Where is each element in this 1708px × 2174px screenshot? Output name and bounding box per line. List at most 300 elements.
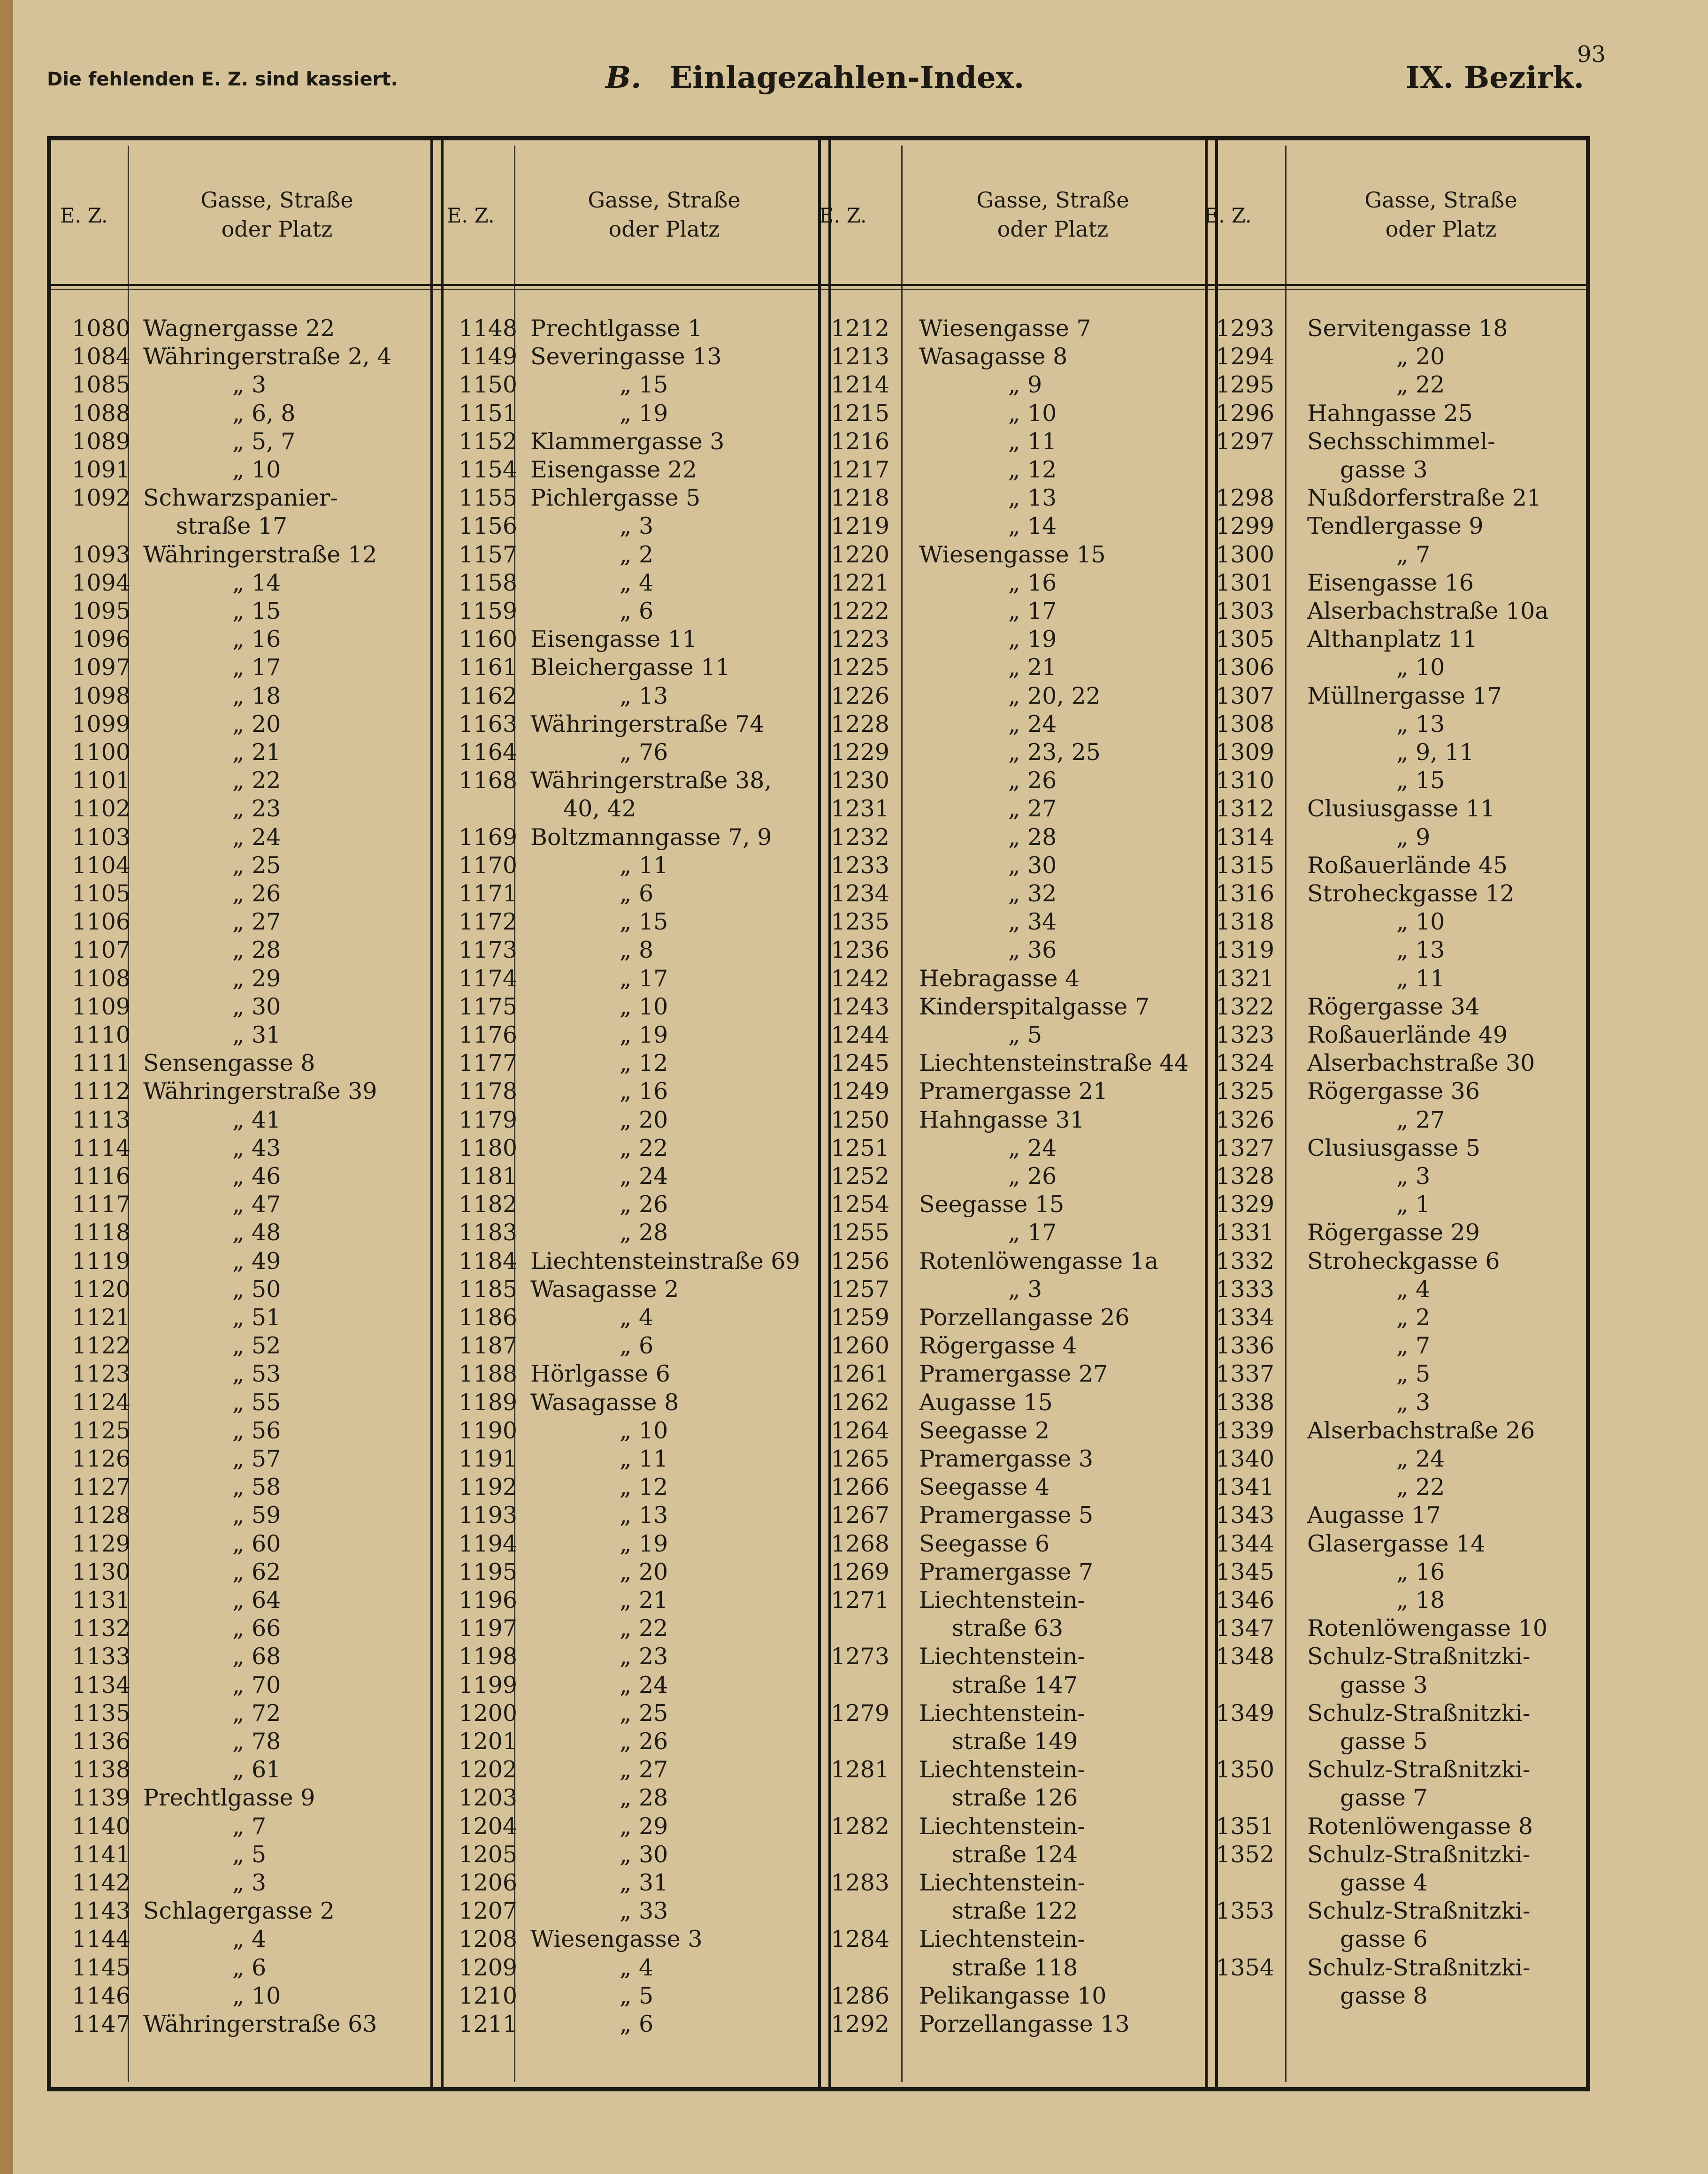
ez-number: 1299 [1216,513,1274,540]
street-address: „ 3 [620,513,654,540]
street-address: „ 41 [232,1106,281,1133]
ez-number: 1259 [831,1304,889,1331]
ez-number: 1266 [831,1474,889,1501]
street-address: „ 78 [232,1728,281,1755]
ez-number: 1231 [831,795,889,822]
ez-number: 1122 [72,1332,130,1360]
street-address: Währingerstraße 74 [530,710,765,737]
ez-number: 1148 [459,315,517,342]
street-address: Hebragasse 4 [919,965,1080,992]
ez-number: 1141 [72,1841,130,1868]
ez-number: 1098 [72,682,130,709]
ez-number: 1085 [72,371,130,399]
ez-number: 1209 [459,1954,517,1981]
street-address: „ 25 [232,852,281,879]
street-address: „ 4 [1396,1275,1431,1303]
street-address: Währingerstraße 63 [143,2011,377,2037]
street-address: „ 28 [232,937,281,964]
ez-number: 1194 [459,1530,517,1557]
page-title [605,60,1024,95]
ez-number: 1353 [1216,1897,1274,1925]
ez-number: 1207 [459,1897,517,1925]
street-address: Porzellangasse 13 [919,2011,1130,2037]
street-address: „ 2 [620,541,654,568]
street-address: Rögergasse 29 [1307,1219,1480,1246]
ez-number: 1102 [72,795,130,822]
ez-number: 1315 [1216,852,1274,879]
street-address: „ 6 [620,1332,654,1360]
street-address: „ 27 [1008,795,1057,822]
ez-number: 1212 [831,315,889,342]
ez-number: 1203 [459,1784,517,1812]
street-address: „ 24 [620,1163,668,1190]
street-address: „ 5 [232,1841,267,1868]
ez-number: 1206 [459,1869,517,1896]
street-address: „ 24 [1008,710,1057,737]
ez-number: 1293 [1216,315,1274,342]
ez-number: 1345 [1216,1558,1274,1585]
street-address: Schwarzspanier- [143,484,338,512]
street-address: „ 53 [232,1360,281,1388]
street-address: „ 12 [1008,456,1057,483]
street-address: Hahngasse 25 [1307,399,1473,427]
ez-number: 1132 [72,1615,130,1642]
ez-number: 1211 [459,2011,517,2037]
street-address: „ 7 [1396,541,1431,568]
ez-number: 1175 [459,993,517,1020]
ez-number: 1183 [459,1219,517,1246]
street-address: „ 23 [232,795,281,822]
street-address: „ 62 [232,1558,281,1585]
ez-number: 1195 [459,1558,517,1585]
ez-number: 1332 [1216,1247,1274,1275]
street-address: Seegasse 2 [919,1417,1050,1444]
street-address: „ 26 [1008,1163,1057,1190]
ez-number: 1186 [459,1304,517,1331]
ez-number: 1152 [459,428,517,455]
ez-number: 1228 [831,710,889,737]
street-address: Hörlgasse 6 [530,1360,670,1388]
street-address: „ 72 [232,1699,281,1727]
street-address: straße 17 [176,513,288,540]
street-address: „ 24 [1008,1134,1057,1161]
street-address: „ 48 [232,1219,281,1246]
ez-number: 1308 [1216,710,1274,737]
street-address: „ 10 [232,1982,281,2009]
street-address: „ 5, 7 [232,428,296,455]
street-address: „ 20 [232,710,281,737]
street-address: Müllnergasse 17 [1307,682,1502,709]
street-address: „ 50 [232,1275,281,1303]
street-address: „ 49 [232,1247,281,1275]
street-address: „ 36 [1008,937,1057,964]
ez-number: 1348 [1216,1643,1274,1670]
header-note: Die fehlenden E. Z. sind kassiert. [47,69,398,90]
ez-number: 1134 [72,1671,130,1698]
street-address: „ 17 [232,654,281,681]
street-address: Stroheckgasse 6 [1307,1247,1500,1275]
street-address: „ 57 [232,1445,281,1472]
street-header-line1: Gasse, Straße [588,187,741,213]
ez-number: 1321 [1216,965,1274,992]
ez-number: 1140 [72,1813,130,1840]
street-address: „ 22 [620,1615,668,1642]
ez-number: 1325 [1216,1078,1274,1105]
street-address: straße 122 [952,1897,1078,1925]
street-address: Rotenlöwengasse 8 [1307,1813,1533,1840]
street-address: Porzellangasse 26 [919,1304,1130,1331]
title-text: Einlagezahlen-Index. [669,60,1025,95]
ez-number: 1222 [831,598,889,624]
street-address: Liechtensteinstraße 44 [919,1050,1189,1077]
ez-column-header: E. Z. [447,204,495,228]
ez-number: 1192 [459,1474,517,1501]
ez-number: 1200 [459,1699,517,1727]
street-address: Schulz-Straßnitzki- [1307,1841,1531,1868]
ez-number: 1108 [72,965,130,992]
street-address: Severingasse 13 [530,343,722,370]
ez-number: 1120 [72,1275,130,1303]
ez-number: 1163 [459,710,517,737]
street-address: Prechtlgasse 1 [530,315,703,342]
ez-number: 1303 [1216,598,1274,624]
street-address: Währingerstraße 39 [143,1078,377,1105]
street-address: Liechtenstein- [919,1813,1086,1840]
street-address: „ 5 [1396,1360,1431,1388]
ez-number: 1225 [831,654,889,681]
ez-number: 1136 [72,1728,130,1755]
ez-number: 1177 [459,1050,517,1077]
street-address: Alserbachstraße 30 [1307,1050,1535,1077]
street-address: straße 124 [952,1841,1078,1868]
street-address: „ 22 [1396,371,1445,399]
ez-number: 1084 [72,343,130,370]
street-address: „ 11 [620,1445,668,1472]
street-address: Wasagasse 8 [530,1389,679,1416]
street-header-line1: Gasse, Straße [976,187,1129,213]
street-address: „ 27 [232,908,281,936]
street-address: Liechtenstein- [919,1699,1086,1727]
street-address: Wasagasse 2 [530,1275,679,1303]
ez-number: 1322 [1216,993,1274,1020]
ez-number: 1201 [459,1728,517,1755]
ez-number: 1139 [72,1784,130,1812]
street-address: „ 23 [620,1643,668,1670]
street-address: „ 18 [232,682,281,709]
ez-number: 1307 [1216,682,1274,709]
ez-number: 1327 [1216,1134,1274,1161]
street-address: Rotenlöwengasse 10 [1307,1615,1548,1642]
ez-number: 1217 [831,456,889,483]
street-address: „ 24 [1396,1445,1445,1472]
street-address: Sensengasse 8 [143,1050,315,1077]
ez-number: 1331 [1216,1219,1274,1246]
street-address: Stroheckgasse 12 [1307,880,1515,907]
ez-number: 1170 [459,852,517,879]
street-address: „ 9 [1396,823,1431,851]
street-address: „ 27 [620,1756,668,1783]
street-address: Wiesengasse 3 [530,1926,703,1953]
street-address: Eisengasse 22 [530,456,697,483]
street-header-line2: oder Platz [1385,216,1497,242]
street-address: „ 6, 8 [232,399,296,427]
ez-number: 1326 [1216,1106,1274,1133]
street-address: „ 32 [1008,880,1057,907]
ez-number: 1233 [831,852,889,879]
street-address: „ 22 [232,767,281,794]
street-address: „ 24 [620,1671,668,1698]
street-address: „ 18 [1396,1587,1445,1613]
ez-number: 1158 [459,569,517,596]
ez-number: 1187 [459,1332,517,1360]
street-address: Wasagasse 8 [919,343,1068,370]
ez-number: 1235 [831,908,889,936]
ez-number: 1111 [72,1050,130,1077]
street-address: „ 10 [1396,908,1445,936]
ez-number: 1143 [72,1897,130,1925]
street-address: „ 10 [1396,654,1445,681]
ez-number: 1230 [831,767,889,794]
ez-number: 1169 [459,823,517,851]
street-address: „ 11 [1396,965,1445,992]
ez-number: 1159 [459,598,517,624]
ez-number: 1154 [459,456,517,483]
ez-number: 1223 [831,626,889,653]
street-address: „ 47 [232,1191,281,1218]
ez-number: 1344 [1216,1530,1274,1557]
street-address: „ 29 [620,1813,668,1840]
ez-number: 1092 [72,484,130,512]
street-address: „ 20 [1396,343,1445,370]
street-address: „ 34 [1008,908,1057,936]
street-address: Althanplatz 11 [1307,626,1478,653]
ez-number: 1329 [1216,1191,1274,1218]
ez-number: 1283 [831,1869,889,1896]
street-address: „ 16 [1008,569,1057,596]
street-address: „ 10 [620,1417,668,1444]
ez-number: 1182 [459,1191,517,1218]
ez-number: 1257 [831,1275,889,1303]
street-address: „ 55 [232,1389,281,1416]
page-number: 93 [1577,41,1606,68]
street-address: Schulz-Straßnitzki- [1307,1699,1531,1727]
street-address: Liechtenstein- [919,1643,1086,1670]
street-address: Liechtenstein- [919,1869,1086,1896]
ez-number: 1174 [459,965,517,992]
ez-number: 1350 [1216,1756,1274,1783]
street-address: „ 3 [1396,1389,1431,1416]
ez-number: 1099 [72,710,130,737]
street-header-line2: oder Platz [997,216,1109,242]
ez-number: 1271 [831,1587,889,1613]
street-address: „ 66 [232,1615,281,1642]
ez-number: 1352 [1216,1841,1274,1868]
street-address: Kinderspitalgasse 7 [919,993,1150,1020]
street-address: „ 1 [1396,1191,1431,1218]
street-header-line2: oder Platz [221,216,333,242]
ez-number: 1254 [831,1191,889,1218]
street-address: „ 13 [620,682,668,709]
ez-number: 1117 [72,1191,130,1218]
street-column-header [537,185,791,244]
street-address: „ 12 [620,1474,668,1501]
ez-number: 1138 [72,1756,130,1783]
street-address: Clusiusgasse 5 [1307,1134,1480,1161]
ez-number: 1268 [831,1530,889,1557]
street-address: „ 26 [620,1728,668,1755]
street-address: „ 16 [232,626,281,653]
ez-number: 1181 [459,1163,517,1190]
ez-number: 1196 [459,1587,517,1613]
header-rule [51,284,1586,286]
ez-number: 1128 [72,1502,130,1529]
street-address: „ 13 [1396,710,1445,737]
ez-number: 1215 [831,399,889,427]
ez-number: 1337 [1216,1360,1274,1388]
ez-number: 1147 [72,2011,130,2037]
ez-number: 1236 [831,937,889,964]
street-address: Roßauerlände 45 [1307,852,1508,879]
street-address: Seegasse 4 [919,1474,1050,1501]
ez-number: 1261 [831,1360,889,1388]
ez-number: 1180 [459,1134,517,1161]
street-address: Liechtenstein- [919,1756,1086,1783]
street-address: „ 15 [620,908,668,936]
district-label: IX. Bezirk. [1406,60,1584,95]
street-address: „ 4 [232,1926,267,1953]
ez-number: 1103 [72,823,130,851]
ez-number: 1298 [1216,484,1274,512]
ez-number: 1296 [1216,399,1274,427]
street-address: „ 22 [1396,1474,1445,1501]
ez-number: 1198 [459,1643,517,1670]
street-header-line1: Gasse, Straße [1364,187,1517,213]
ez-number: 1109 [72,993,130,1020]
ez-number: 1118 [72,1219,130,1246]
street-address: „ 9, 11 [1396,739,1474,766]
ez-number: 1146 [72,1982,130,2009]
ez-number: 1119 [72,1247,130,1275]
street-address: Nußdorferstraße 21 [1307,484,1542,512]
street-address: straße 147 [952,1671,1078,1698]
ez-number: 1218 [831,484,889,512]
ez-number: 1125 [72,1417,130,1444]
street-address: 40, 42 [563,795,636,822]
ez-number: 1341 [1216,1474,1274,1501]
ez-number: 1184 [459,1247,517,1275]
ez-number: 1262 [831,1389,889,1416]
street-address: Pelikangasse 10 [919,1982,1107,2009]
ez-number: 1105 [72,880,130,907]
street-address: „ 14 [1008,513,1057,540]
street-address: „ 3 [232,1869,267,1896]
street-column-header [1314,185,1568,244]
street-address: „ 14 [232,569,281,596]
ez-number: 1096 [72,626,130,653]
street-address: „ 5 [620,1982,654,2009]
street-address: Rögergasse 4 [919,1332,1077,1360]
ez-number: 1343 [1216,1502,1274,1529]
ez-number: 1162 [459,682,517,709]
street-address: „ 70 [232,1671,281,1698]
street-address: Rotenlöwengasse 1a [919,1247,1159,1275]
ez-number: 1121 [72,1304,130,1331]
ez-number: 1101 [72,767,130,794]
street-address: „ 6 [620,880,654,907]
ez-number: 1080 [72,315,130,342]
ez-number: 1213 [831,343,889,370]
street-address: „ 29 [232,965,281,992]
street-address: Eisengasse 11 [530,626,697,653]
ez-number: 1250 [831,1106,889,1133]
ez-number: 1097 [72,654,130,681]
street-address: gasse 3 [1340,456,1428,483]
ez-number: 1273 [831,1643,889,1670]
street-address: Pramergasse 27 [919,1360,1108,1388]
street-column-header [150,185,404,244]
street-address: Prechtlgasse 9 [143,1784,315,1812]
street-address: „ 23, 25 [1008,739,1101,766]
street-address: „ 30 [1008,852,1057,879]
book-spine-edge [0,0,13,2174]
street-address: „ 51 [232,1304,281,1331]
ez-number: 1264 [831,1417,889,1444]
street-address: Schulz-Straßnitzki- [1307,1643,1531,1670]
ez-number: 1171 [459,880,517,907]
ez-number: 1133 [72,1643,130,1670]
ez-number: 1107 [72,937,130,964]
ez-number: 1156 [459,513,517,540]
ez-number: 1091 [72,456,130,483]
street-address: straße 63 [952,1615,1064,1642]
ez-number: 1323 [1216,1022,1274,1048]
street-address: Roßauerlände 49 [1307,1022,1508,1048]
street-address: Rögergasse 36 [1307,1078,1480,1105]
street-address: „ 28 [620,1784,668,1812]
ez-column-divider [1285,146,1287,2082]
street-address: Servitengasse 18 [1307,315,1508,342]
street-address: Liechtensteinstraße 69 [530,1247,800,1275]
street-address: Alserbachstraße 26 [1307,1417,1535,1444]
ez-number: 1295 [1216,371,1274,399]
street-address: straße 118 [952,1954,1078,1981]
ez-number: 1190 [459,1417,517,1444]
street-address: Währingerstraße 12 [143,541,377,568]
street-address: „ 27 [1396,1106,1445,1133]
street-address: Seegasse 6 [919,1530,1050,1557]
street-address: „ 11 [1008,428,1057,455]
ez-number: 1124 [72,1389,130,1416]
section-letter: B. [605,60,642,95]
ez-number: 1279 [831,1699,889,1727]
street-address: Eisengasse 16 [1307,569,1474,596]
street-address: Wiesengasse 7 [919,315,1091,342]
street-address: Schlagergasse 2 [143,1897,335,1925]
ez-number: 1242 [831,965,889,992]
ez-number: 1142 [72,1869,130,1896]
ez-number: 1309 [1216,739,1274,766]
street-address: Pramergasse 21 [919,1078,1108,1105]
street-address: Liechtenstein- [919,1926,1086,1953]
street-address: Schulz-Straßnitzki- [1307,1954,1531,1981]
street-address: „ 28 [1008,823,1057,851]
street-address: „ 22 [620,1134,668,1161]
street-address: straße 149 [952,1728,1078,1755]
ez-number: 1204 [459,1813,517,1840]
street-address: Alserbachstraße 10a [1307,598,1549,624]
ez-number: 1145 [72,1954,130,1981]
street-address: „ 30 [232,993,281,1020]
